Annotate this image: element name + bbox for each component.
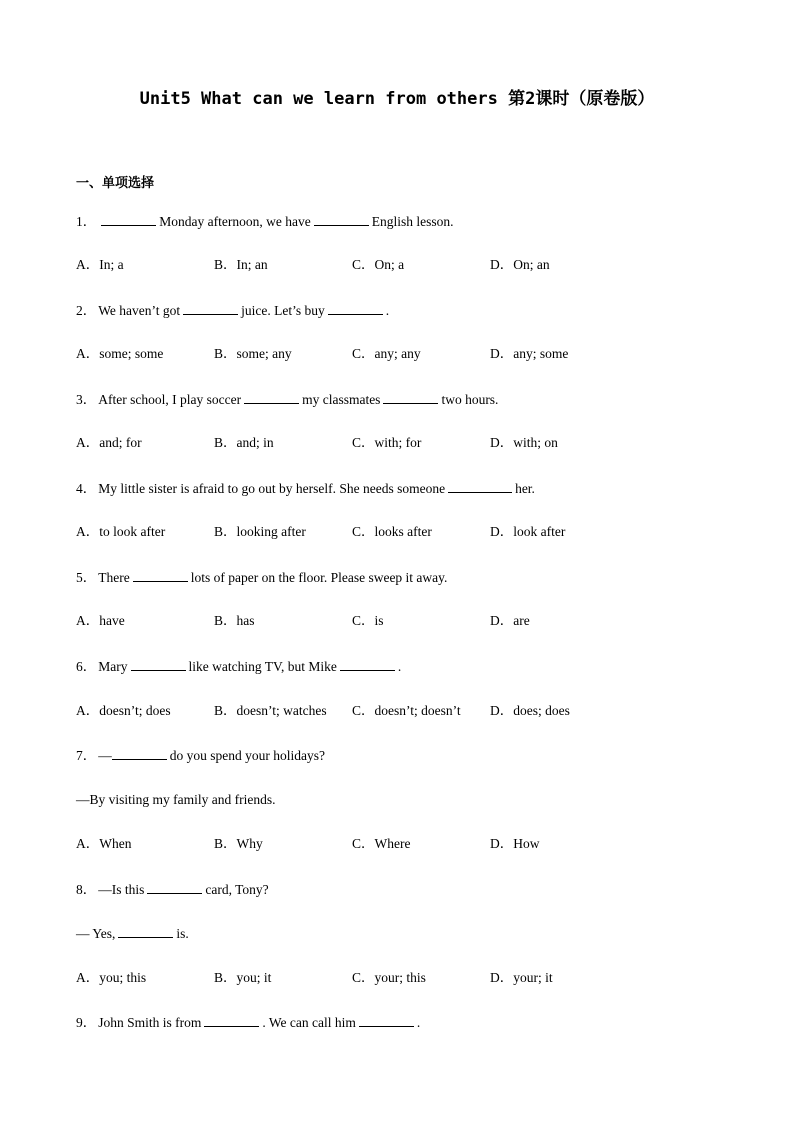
- question-7: [76, 746, 325, 765]
- question-1: [76, 212, 453, 231]
- question-text: Mary: [98, 659, 128, 674]
- option-c[interactable]: C．your; this: [352, 970, 426, 985]
- options-6: [76, 702, 716, 720]
- question-text: like watching TV, but Mike: [188, 659, 337, 674]
- option-c[interactable]: C．looks after: [352, 524, 432, 539]
- option-a[interactable]: A．you; this: [76, 970, 147, 985]
- question-7-reply: —By visiting my family and friends.: [76, 792, 276, 807]
- question-text: John Smith is from: [98, 1015, 202, 1030]
- question-text: Monday afternoon, we have: [159, 214, 311, 229]
- option-a[interactable]: A．In; a: [76, 257, 124, 272]
- option-d[interactable]: D．How: [490, 836, 540, 851]
- answer-blank[interactable]: [359, 1013, 414, 1027]
- question-text: do you spend your holidays?: [169, 748, 325, 763]
- option-a[interactable]: A．doesn’t; does: [76, 703, 171, 718]
- answer-blank[interactable]: [244, 390, 299, 404]
- question-text: card, Tony?: [205, 882, 269, 897]
- question-8-reply: [76, 924, 189, 943]
- option-d[interactable]: D．any; some: [490, 346, 569, 361]
- question-text: — Yes,: [76, 926, 116, 941]
- answer-blank[interactable]: [131, 657, 186, 671]
- option-d[interactable]: D．with; on: [490, 435, 558, 450]
- answer-blank[interactable]: [183, 301, 238, 315]
- page-title: Unit5 What can we learn from others 第2课时（原卷版）: [139, 89, 655, 109]
- answer-blank[interactable]: [340, 657, 395, 671]
- question-4: [76, 479, 535, 498]
- question-number: 8．: [76, 882, 97, 897]
- answer-blank[interactable]: [448, 479, 512, 493]
- answer-blank[interactable]: [314, 212, 369, 226]
- question-text: is.: [176, 926, 189, 941]
- option-a[interactable]: A．have: [76, 613, 125, 628]
- options-1: [76, 256, 716, 274]
- question-number: 7．: [76, 748, 97, 763]
- question-text: two hours.: [441, 392, 499, 407]
- options-3: [76, 434, 716, 452]
- question-number: 5．: [76, 570, 97, 585]
- question-5: [76, 568, 447, 587]
- option-a[interactable]: A．When: [76, 836, 132, 851]
- question-number: 2．: [76, 303, 97, 318]
- question-text: my classmates: [302, 392, 381, 407]
- question-text: .: [385, 303, 390, 318]
- options-4: [76, 523, 716, 541]
- options-7: [76, 835, 716, 853]
- question-9: [76, 1013, 420, 1032]
- option-a[interactable]: A．to look after: [76, 524, 166, 539]
- answer-blank[interactable]: [383, 390, 438, 404]
- question-text: —Is this: [98, 882, 145, 897]
- option-d[interactable]: D．are: [490, 613, 530, 628]
- option-c[interactable]: C．On; a: [352, 257, 405, 272]
- option-b[interactable]: B．looking after: [214, 524, 306, 539]
- option-c[interactable]: C．Where: [352, 836, 411, 851]
- options-2: [76, 345, 716, 363]
- question-number: 4．: [76, 481, 97, 496]
- answer-blank[interactable]: [112, 746, 167, 760]
- option-c[interactable]: C．doesn’t; doesn’t: [352, 703, 461, 718]
- answer-blank[interactable]: [118, 924, 173, 938]
- answer-blank[interactable]: [133, 568, 188, 582]
- question-text: We haven’t got: [98, 303, 181, 318]
- option-b[interactable]: B．Why: [214, 836, 263, 851]
- question-text: .: [397, 659, 402, 674]
- answer-blank[interactable]: [204, 1013, 259, 1027]
- option-b[interactable]: B．you; it: [214, 970, 272, 985]
- question-6: [76, 657, 401, 676]
- option-d[interactable]: D．does; does: [490, 703, 570, 718]
- question-8: [76, 880, 269, 899]
- option-b[interactable]: B．has: [214, 613, 255, 628]
- options-8: [76, 969, 716, 987]
- question-text: .: [416, 1015, 421, 1030]
- option-c[interactable]: C．any; any: [352, 346, 421, 361]
- question-number: 9．: [76, 1015, 97, 1030]
- question-text: My little sister is afraid to go out by herself. She needs someone: [98, 481, 446, 496]
- question-number: 3．: [76, 392, 97, 407]
- question-text: . We can call him: [262, 1015, 356, 1030]
- option-b[interactable]: B．doesn’t; watches: [214, 703, 327, 718]
- answer-blank[interactable]: [328, 301, 383, 315]
- options-5: [76, 612, 716, 630]
- question-2: [76, 301, 389, 320]
- question-number: 6．: [76, 659, 97, 674]
- option-b[interactable]: B．some; any: [214, 346, 292, 361]
- section-heading: 一、单项选择: [76, 176, 155, 191]
- answer-blank[interactable]: [101, 212, 156, 226]
- option-d[interactable]: D．look after: [490, 524, 566, 539]
- question-text: lots of paper on the floor. Please sweep it away.: [190, 570, 448, 585]
- question-text: her.: [515, 481, 535, 496]
- option-a[interactable]: A．and; for: [76, 435, 142, 450]
- question-text: juice. Let’s buy: [241, 303, 325, 318]
- option-c[interactable]: C．is: [352, 613, 384, 628]
- answer-blank[interactable]: [147, 880, 202, 894]
- option-b[interactable]: B．In; an: [214, 257, 268, 272]
- option-d[interactable]: D．your; it: [490, 970, 553, 985]
- question-text: There: [98, 570, 130, 585]
- question-text: English lesson.: [371, 214, 454, 229]
- question-text: After school, I play soccer: [98, 392, 242, 407]
- question-number: 1．: [76, 214, 97, 229]
- option-a[interactable]: A．some; some: [76, 346, 164, 361]
- question-3: [76, 390, 498, 409]
- question-text: —: [98, 748, 112, 763]
- option-c[interactable]: C．with; for: [352, 435, 422, 450]
- option-b[interactable]: B．and; in: [214, 435, 274, 450]
- option-d[interactable]: D．On; an: [490, 257, 550, 272]
